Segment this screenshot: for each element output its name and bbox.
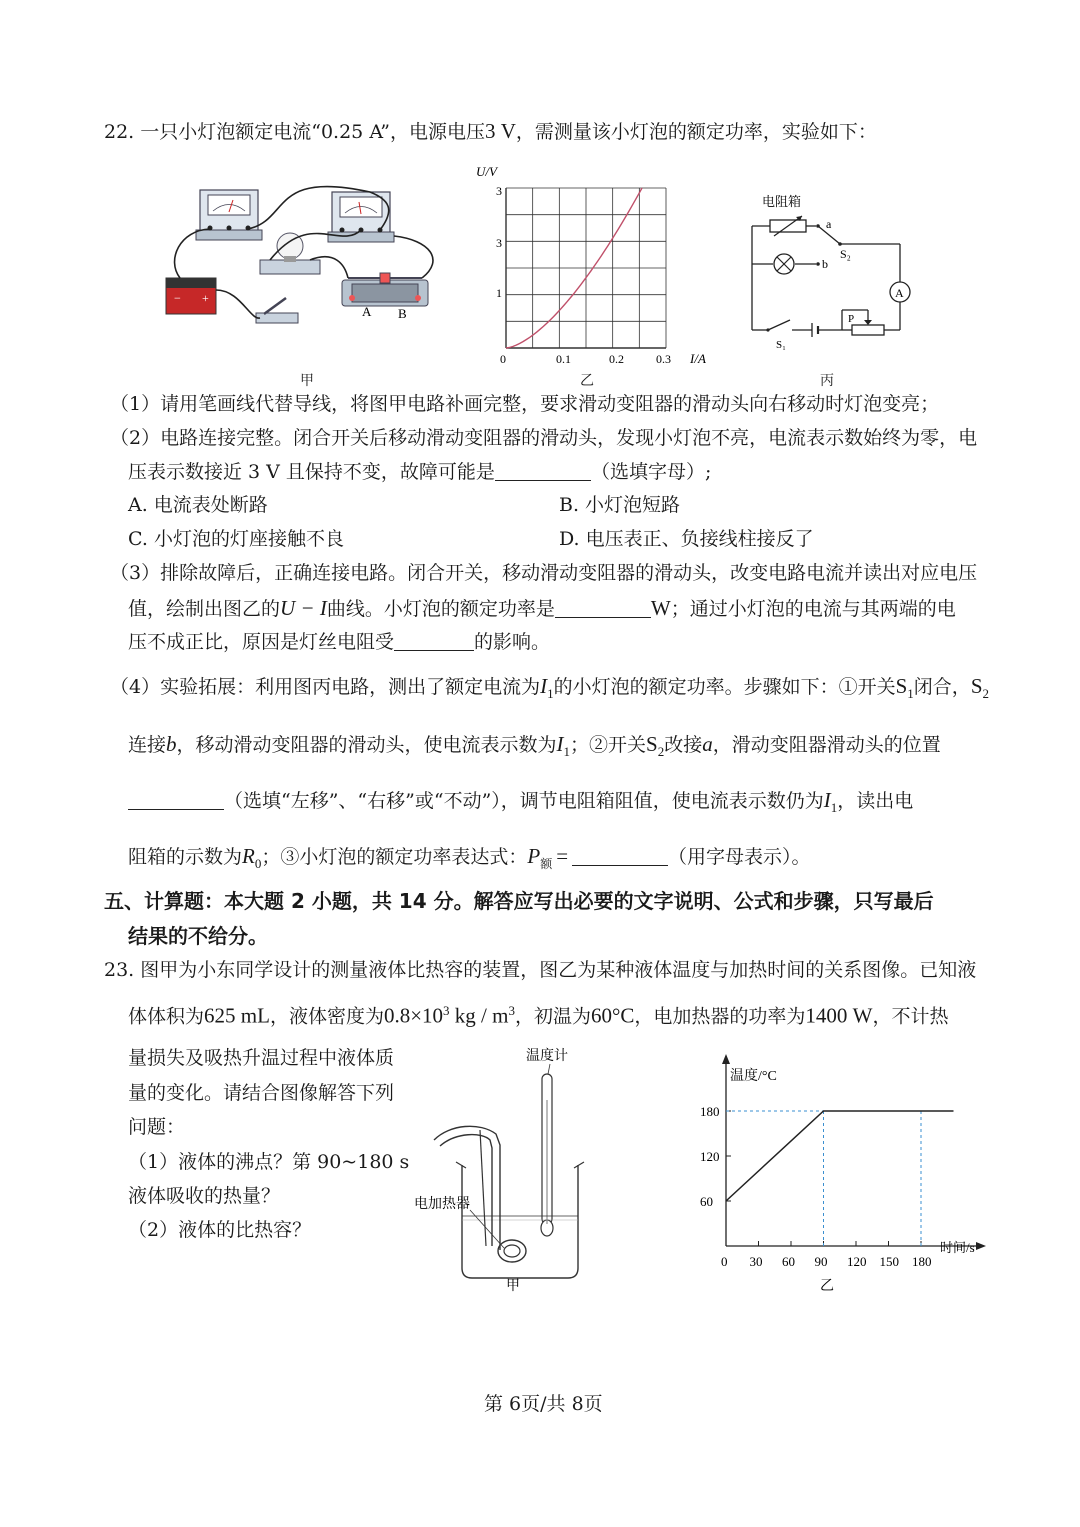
q23-line3: 量损失及吸热升温过程中液体质 xyxy=(128,1047,395,1069)
ui-graph-grid xyxy=(506,188,666,348)
q23-line5: 问题： xyxy=(128,1116,186,1138)
y-tick-label: 120 xyxy=(700,1149,720,1164)
q23-fig-yi-chart xyxy=(690,1050,1000,1295)
bulb-device xyxy=(260,233,320,274)
q22-part2-line1: （2）电路连接完整。闭合开关后移动滑动变阻器的滑动头，发现小灯泡不亮，电流表示数始终为零，电 xyxy=(110,427,978,449)
q22-option-a: A. 电流表处断路 xyxy=(128,494,268,516)
q22-part3-line2: 值，绘制出图乙的U − I曲线。小灯泡的额定功率是 W；通过小灯泡的电流与其两端的电 xyxy=(128,596,956,620)
x-tick-label: 90 xyxy=(814,1254,828,1269)
x-tick-label: 150 xyxy=(879,1254,899,1269)
thermometer-label: 温度计 xyxy=(526,1049,568,1064)
q23-line4: 量的变化。请结合图像解答下列 xyxy=(128,1082,395,1104)
ui-graph-xtick-0: 0 xyxy=(500,352,506,366)
q22-voltage: 3 V xyxy=(484,119,516,143)
switch2-label: S₂ xyxy=(840,247,851,261)
q22-part4-line3: （选填“左移”、“右移”或“不动”），调节电阻箱阻值，使电流表示数仍为$I_1$，读出电 xyxy=(128,790,913,814)
q23-fig-jia-caption: 甲 xyxy=(506,1279,520,1294)
ui-graph-ytick-mid: 3 xyxy=(496,236,502,250)
ui-graph-xtick-3: 0.3 xyxy=(656,352,671,366)
svg-text:−: − xyxy=(174,291,181,305)
q23-line1: 23. 图甲为小东同学设计的测量液体比热容的装置，图乙为某种液体温度与加热时间的关系图像。已知液 xyxy=(104,959,977,981)
x-tick-label: 0 xyxy=(721,1254,728,1269)
q22-option-b: B. 小灯泡短路 xyxy=(559,494,681,516)
q22-fig-jia-caption: 甲 xyxy=(300,373,314,389)
ui-graph-y-label: U/V xyxy=(476,164,497,179)
page-number: 第 6页/共 8页 xyxy=(484,1393,603,1415)
chart-ticks xyxy=(700,1104,932,1269)
x-tick-label: 30 xyxy=(749,1254,763,1269)
section5-heading-line2: 结果的不给分。 xyxy=(128,924,268,948)
q22-part4-line1: （4）实验拓展：利用图丙电路，测出了额定电流为$I_1$的小灯泡的额定功率。步骤如下：①开关$S_1$闭合，$S_2$ xyxy=(110,674,989,701)
q22-fig-yi-graph xyxy=(470,158,720,370)
section5-heading-line1: 五、计算题：本大题 2 小题，共 14 分。解答应写出必要的文字说明、公式和步骤，只写最后 xyxy=(104,889,934,913)
x-tick-label: 60 xyxy=(782,1254,795,1269)
q23-part1-line1: （1）液体的沸点？第 90~180 s xyxy=(128,1151,410,1173)
q23-fig-yi-caption: 乙 xyxy=(820,1279,834,1294)
q23-part2: （2）液体的比热容？ xyxy=(128,1219,312,1241)
switch1-label: S₁ xyxy=(776,339,786,350)
ui-graph-ytick-low: 1 xyxy=(496,286,502,300)
q22-part4-line4: 阻箱的示数为$R_0$；③小灯泡的额定功率表达式：$P_额$ = （用字母表示）。 xyxy=(128,844,811,871)
resistor-box-label: 电阻箱 xyxy=(762,194,802,209)
chart-y-label: 温度/°C xyxy=(730,1069,777,1084)
answer-blank[interactable] xyxy=(394,632,474,651)
q22-option-c: C. 小灯泡的灯座接触不良 xyxy=(128,528,344,550)
ui-graph-xtick-1: 0.1 xyxy=(556,352,571,366)
switch2-contact-b: b xyxy=(822,257,828,271)
q22-option-d: D. 电压表正、负接线柱接反了 xyxy=(559,528,814,550)
ui-graph-ytick-top: 3 xyxy=(496,184,502,198)
rheostat-device xyxy=(342,273,428,306)
chart-x-label: 时间/s xyxy=(940,1240,975,1255)
ui-graph-x-label: I/A xyxy=(690,351,706,366)
q23-fig-jia xyxy=(410,1040,610,1300)
rheostat-label-a: A xyxy=(362,304,372,319)
q22-part3-line1: （3）排除故障后，正确连接电路。闭合开关，移动滑动变阻器的滑动头，改变电路电流并读出对应电压 xyxy=(110,562,978,584)
q22-stem: 22. 一只小灯泡额定电流“0.25 A”，电源电压3 V，需测量该小灯泡的额定功率，实验如下： xyxy=(104,119,877,143)
y-tick-label: 180 xyxy=(700,1104,720,1119)
rheostat-label-b: B xyxy=(398,306,407,321)
y-tick-label: 60 xyxy=(700,1194,713,1209)
switch-device xyxy=(256,298,298,323)
answer-blank[interactable] xyxy=(128,791,224,810)
battery-device xyxy=(166,278,216,314)
x-tick-label: 180 xyxy=(912,1254,932,1269)
chart-guides xyxy=(726,1111,921,1246)
y-axis-arrow-icon xyxy=(722,1054,730,1064)
q22-part1: （1）请用笔画线代替导线，将图甲电路补画完整，要求滑动变阻器的滑动头向右移动时灯泡变亮； xyxy=(110,393,940,415)
ammeter-symbol: A xyxy=(895,286,904,300)
q22-part2-line2: 压表示数接近 3 V 且保持不变，故障可能是 （选填字母）; xyxy=(128,461,712,483)
q23-part1-line2: 液体吸收的热量？ xyxy=(128,1185,281,1207)
heater-label: 电加热器 xyxy=(414,1197,470,1212)
ammeter-device xyxy=(196,190,262,240)
slider-label: P xyxy=(848,313,855,325)
answer-blank[interactable] xyxy=(555,599,651,618)
switch2-contact-a: a xyxy=(826,217,832,231)
svg-text:+: + xyxy=(202,291,209,305)
q23-line2: 体体积为625 mL，液体密度为$0.8\times 10^3$ kg / $m^3$，初温为60°C，电加热器的功率为1400 W，不计热 xyxy=(128,1003,949,1028)
q22-fig-bing-caption: 丙 xyxy=(820,373,834,389)
answer-blank[interactable] xyxy=(495,462,591,481)
q22-fig-yi-caption: 乙 xyxy=(580,373,594,389)
x-axis-arrow-icon xyxy=(976,1242,986,1250)
chart-series-line xyxy=(726,1111,954,1201)
x-tick-label: 120 xyxy=(847,1254,867,1269)
q22-fig-jia xyxy=(160,180,450,330)
q22-fig-bing xyxy=(740,190,930,350)
q22-part4-line2: 连接b，移动滑动变阻器的滑动头，使电流表示数为$I_1$；②开关$S_2$改接a，滑动变阻器滑动头的位置 xyxy=(128,732,941,759)
ui-graph-xtick-2: 0.2 xyxy=(609,352,624,366)
q22-part3-line3: 压不成正比，原因是灯丝电阻受 的影响。 xyxy=(128,631,551,653)
answer-blank[interactable] xyxy=(572,847,668,866)
